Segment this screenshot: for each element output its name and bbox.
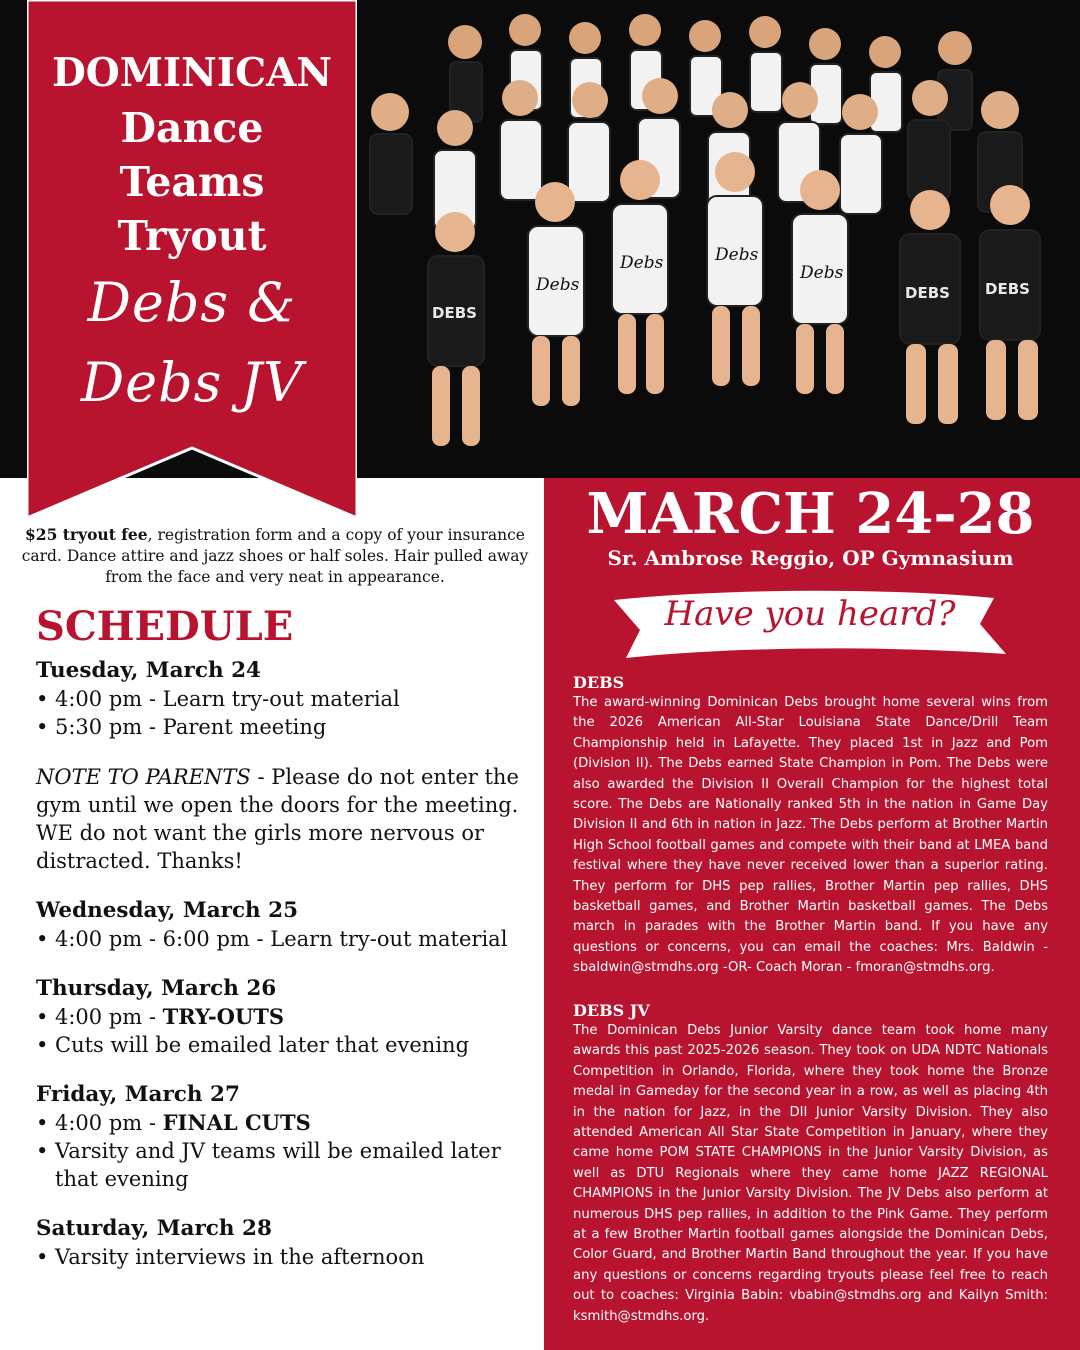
schedule-item: • 5:30 pm - Parent meeting bbox=[36, 713, 526, 741]
schedule-day: Tuesday, March 24 bbox=[36, 658, 261, 683]
schedule-item: • 4:00 pm - 6:00 pm - Learn try-out material bbox=[36, 925, 526, 953]
tryout-fee: $25 tryout fee bbox=[25, 525, 148, 544]
banner-title-line: Dance bbox=[120, 104, 264, 152]
jersey-text: Debs bbox=[800, 263, 844, 283]
schedule-item: • 4:00 pm - Learn try-out material bbox=[36, 685, 526, 713]
schedule-item: • Cuts will be emailed later that evening bbox=[36, 1031, 526, 1059]
jersey-text: Debs bbox=[536, 275, 580, 295]
jersey-text: Debs bbox=[620, 253, 664, 273]
banner-title-line: Teams bbox=[119, 158, 265, 206]
debs-jv-heading: DEBS JV bbox=[573, 1001, 650, 1020]
schedule-day: Thursday, March 26 bbox=[36, 976, 277, 1001]
schedule-item: • Varsity and JV teams will be emailed later that evening bbox=[36, 1137, 526, 1193]
schedule-title: SCHEDULE bbox=[36, 603, 294, 650]
team-photo-illustration bbox=[340, 0, 1080, 478]
jersey-text: DEBS bbox=[905, 284, 950, 302]
schedule-day: Friday, March 27 bbox=[36, 1082, 240, 1107]
schedule-list bbox=[36, 657, 526, 1271]
parent-note-text: - Please do not enter the gym until we open the doors for the meeting. WE do not want the girls more nervous or distracted. Thanks! bbox=[36, 765, 519, 873]
schedule-item: • 4:00 pm - FINAL CUTS bbox=[36, 1109, 526, 1137]
jersey-text: DEBS bbox=[985, 280, 1030, 298]
debs-section bbox=[573, 673, 1048, 979]
jersey-text: Debs bbox=[715, 245, 759, 265]
event-dates: MARCH 24-28 bbox=[586, 481, 1035, 547]
event-location: Sr. Ambrose Reggio, OP Gymnasium bbox=[607, 546, 1014, 570]
schedule-day: Wednesday, March 25 bbox=[36, 898, 299, 923]
schedule-item: • Varsity interviews in the afternoon bbox=[36, 1243, 526, 1271]
debs-heading: DEBS bbox=[573, 673, 625, 692]
debs-body: The award-winning Dominican Debs brought home several wins from the 2026 American All-Star Louisiana State Dance/Drill Team Championship held in Lafayette. They placed 1st in Jazz and Pom (Division II). The Debs earned State Champion in Pom. The Debs were also awarded the Division II Overall Champion for the highest total score. The Debs are Nationally ranked 5th in the nation in Game Day Division II and 6th in nation in Jazz. The Debs perform at Brother Martin High School football games and compete with their band at LMEA band festival where they have never received lower than a superior rating. They perform for DHS pep rallies, Brother Martin pep rallies, DHS basketball games, and Brother Martin basketball games. The Debs march in parades with the Brother Martin band. If you have any questions or concerns, you can email the coaches: Mrs. Baldwin - sbaldwin@stmdhs.org -OR- Coach Moran - fmoran@stmdhs.org. bbox=[573, 695, 1048, 976]
schedule-item: • 4:00 pm - TRY-OUTS bbox=[36, 1003, 526, 1031]
jersey-text: DEBS bbox=[432, 304, 477, 322]
schedule-day: Saturday, March 28 bbox=[36, 1216, 272, 1241]
parent-note bbox=[36, 763, 526, 875]
requirements-text: , registration form and a copy of your insurance card. Dance attire and jazz shoes or half soles. Hair pulled away from the face and very neat in appearance. bbox=[21, 526, 529, 586]
banner-script-line: Debs & bbox=[87, 271, 297, 334]
banner-script-line: Debs JV bbox=[80, 351, 304, 414]
title-banner bbox=[27, 0, 357, 520]
debs-jv-section bbox=[573, 1001, 1048, 1327]
debs-jv-body: The Dominican Debs Junior Varsity dance team took home many awards this past 2025-2026 season. They took on UDA NDTC Nationals Competition in Orlando, Florida, where they took home the Bronze medal in Gameday for the second year in a row, as well as placing 4th in the nation for Jazz, in the DII Junior Varsity Division. They also attended American All Star State Competition in January, where they came home POM STATE CHAMPIONS in the Junior Varsity Division, as well as DTU Regionals where they came home JAZZ REGIONAL CHAMPIONS in the Junior Varsity Division. The JV Debs also perform at numerous DHS pep rallies, in addition to the Pink Game. They perform at a few Brother Martin football games alongside the Dominican Debs, Color Guard, and Brother Martin Band throughout the year. If you have any questions or concerns regarding tryouts please feel free to reach out to coaches: Virginia Babin: vbabin@stmdhs.org and Kailyn Smith: ksmith@stmdhs.org. bbox=[573, 1023, 1048, 1324]
ribbon-text: Have you heard? bbox=[664, 594, 956, 634]
banner-title-line: DOMINICAN bbox=[51, 50, 333, 96]
parent-note-label: NOTE TO PARENTS bbox=[36, 765, 251, 789]
tryout-requirements bbox=[20, 524, 530, 588]
banner-title-line: Tryout bbox=[117, 212, 267, 260]
team-photo bbox=[340, 0, 1080, 478]
